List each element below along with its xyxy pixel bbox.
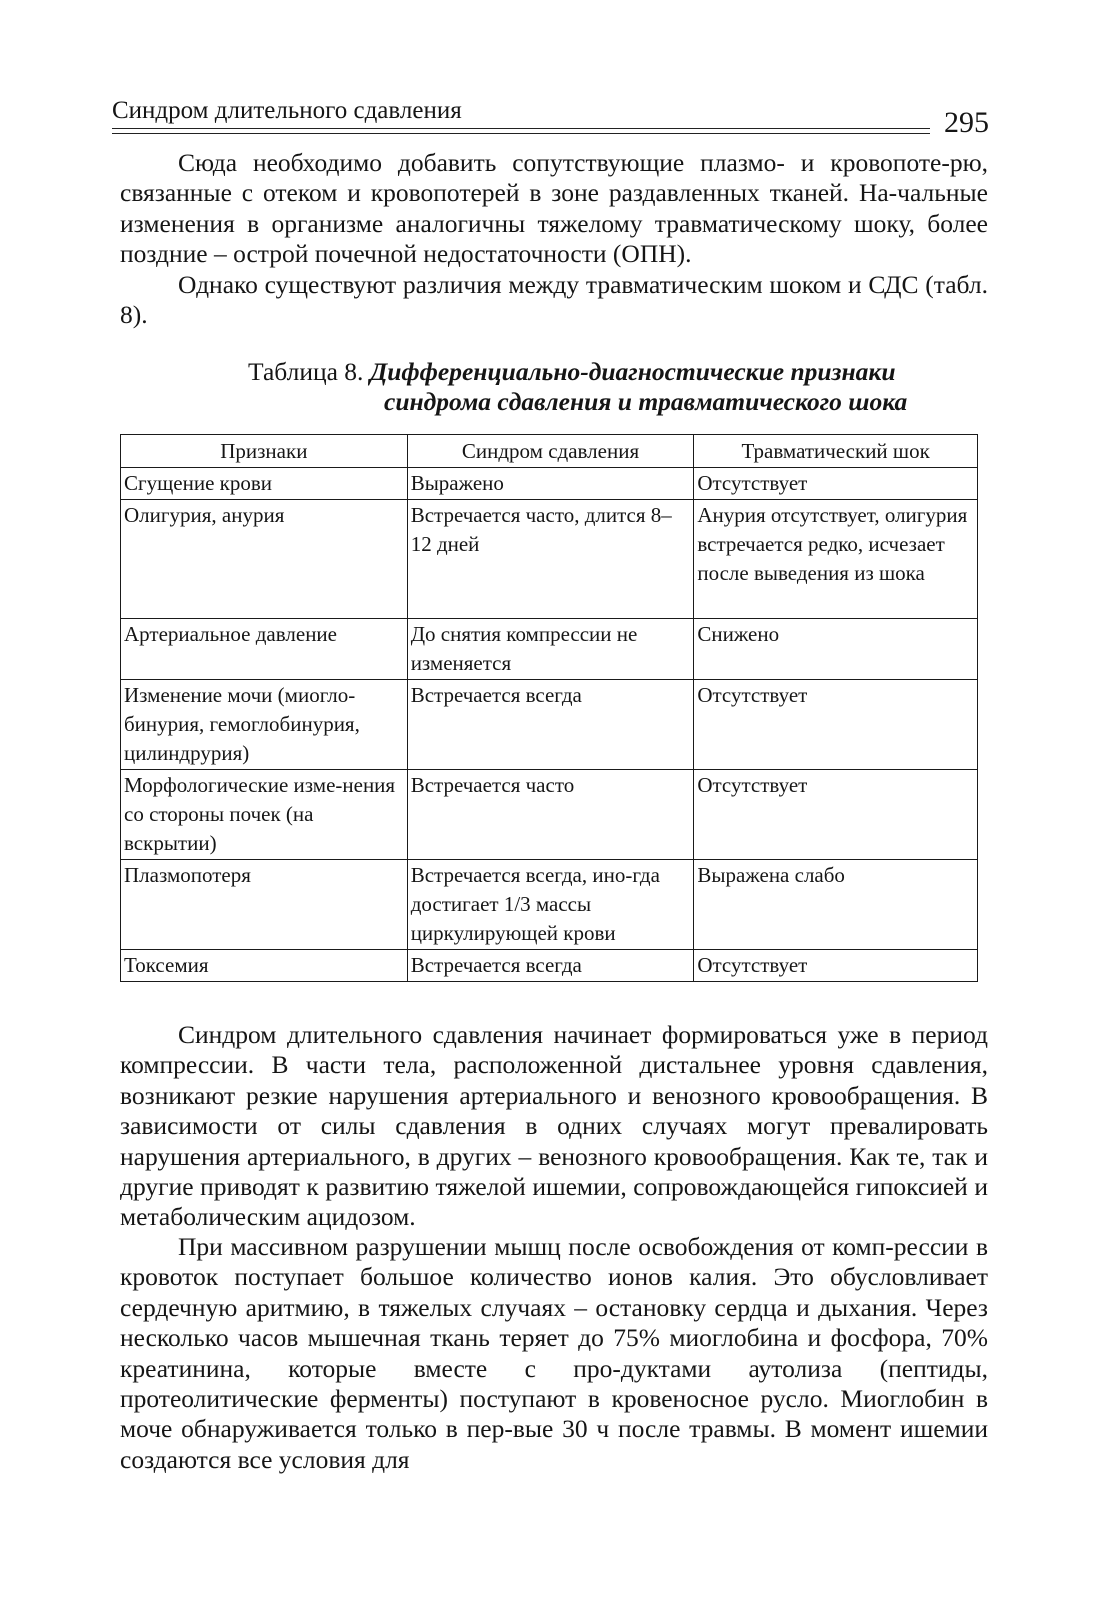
page-number: 295 [944,106,989,139]
column-header: Синдром сдавления [407,435,694,468]
table-row [121,770,978,860]
paragraph: При массивном разрушении мышц после освобождения от комп-рессии в кровоток поступает большое количество ионов калия. Это обусловливает сердечную аритмию, в тяжелых случаях – остановку сердца и дыхания. Через несколько часов мышечная ткань теряет до 75% миоглобина и фосфора, 70% креатинина, которые вместе с про-дуктами аутолиза (пептиды, протеолитические ферменты) поступают в кровеносное русло. Миоглобин в моче обнаруживается только в пер-вые 30 ч после травмы. В момент ишемии создаются все условия для [120,1232,988,1474]
table-caption-title-continued: синдрома сдавления и травматического шока [384,387,908,416]
diagnostic-table [120,434,978,982]
running-head: Синдром длительного сдавления [112,97,462,124]
table-cell: Анурия отсутствует, олигурия встречается редко, исчезает после выведения из шока [694,500,978,619]
table-cell: Выражена слабо [694,860,978,950]
table-cell: Встречается часто [407,770,694,860]
table-caption-label: Таблица 8. [248,357,364,386]
header-rule-top [112,128,930,129]
table-cell: Олигурия, анурия [121,500,408,619]
table-cell: Сгущение крови [121,468,408,500]
table-cell: Встречается часто, длится 8–12 дней [407,500,694,619]
table-cell: Отсутствует [694,468,978,500]
table-row [121,860,978,950]
table-row [121,500,978,619]
table-cell: Выражено [407,468,694,500]
table-cell: Встречается всегда [407,950,694,982]
table-cell: Отсутствует [694,680,978,770]
table-cell: Снижено [694,619,978,680]
table-cell: Токсемия [121,950,408,982]
table-caption-title: Дифференциально-диагностические признаки [369,357,896,386]
table-cell: Плазмопотеря [121,860,408,950]
table-cell: Отсутствует [694,950,978,982]
table-row [121,680,978,770]
table-cell: Отсутствует [694,770,978,860]
table-cell: Артериальное давление [121,619,408,680]
table-cell: Встречается всегда, ино-гда достигает 1/3 массы циркулирующей крови [407,860,694,950]
paragraph: Синдром длительного сдавления начинает формироваться уже в период компрессии. В части тела, расположенной дистальнее уровня сдавления, возникают резкие нарушения артериального и венозного кровообращения. В зависимости от силы сдавления в одних случаях могут превалировать нарушения артериального, в других – венозного кровообращения. Как те, так и другие приводят к развитию тяжелой ишемии, сопровождающейся гипоксией и метаболическим ацидозом. [120,1020,988,1232]
paragraph: Сюда необходимо добавить сопутствующие плазмо- и кровопоте-рю, связанные с отеком и кровопотерей в зоне раздавленных тканей. На-чальные изменения в организме аналогичны тяжелому травматическому шоку, более поздние – острой почечной недостаточности (ОПН). [120,148,988,269]
table-row [121,619,978,680]
table-caption [248,357,988,417]
table-cell: Встречается всегда [407,680,694,770]
table-row [121,950,978,982]
table-cell: Морфологические изме-нения со стороны почек (на вскрытии) [121,770,408,860]
paragraph: Однако существуют различия между травматическим шоком и СДС (табл. 8). [120,270,988,330]
header-rule-bottom [112,133,930,134]
table-row [121,468,978,500]
column-header: Травматический шок [694,435,978,468]
column-header: Признаки [121,435,408,468]
table-header-row [121,435,978,468]
table-cell: Изменение мочи (миогло-бинурия, гемоглобинурия, цилиндрурия) [121,680,408,770]
table-cell: До снятия компрессии не изменяется [407,619,694,680]
